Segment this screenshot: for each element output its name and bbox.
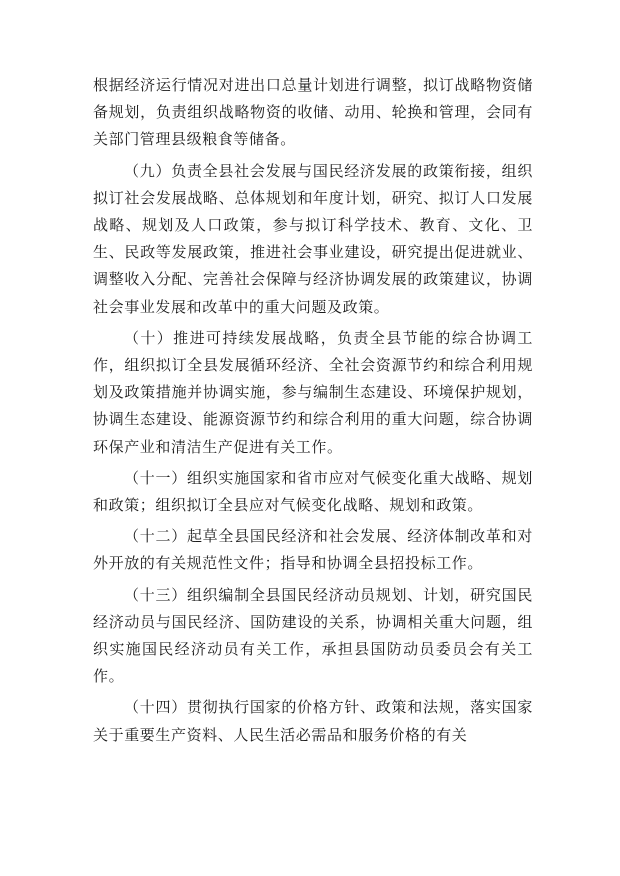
paragraph-item-13: （十三）组织编制全县国民经济动员规划、计划，研究国民经济动员与国民经济、国防建设的关系，协调相关重大问题，组织实施国民经济动员有关工作，承担县国防动员委员会有关工作。	[93, 585, 533, 686]
paragraph-item-10: （十）推进可持续发展战略，负责全县节能的综合协调工作，组织拟订全县发展循环经济、全社会资源节约和综合利用规划及政策措施并协调实施，参与编制生态建设、环境保护规划，协调生态建设、能源资源节约和综合利用的重大问题，综合协调环保产业和清洁生产促进有关工作。	[93, 328, 533, 456]
paragraph-item-14: （十四）贯彻执行国家的价格方针、政策和法规，落实国家关于重要生产资料、人民生活必需品和服务价格的有关	[93, 698, 533, 744]
document-body	[93, 72, 533, 753]
paragraph-continuation: 根据经济运行情况对进出口总量计划进行调整，拟订战略物资储备规划，负责组织战略物资的收储、动用、轮换和管理，会同有关部门管理县级粮食等储备。	[93, 76, 533, 149]
paragraph-item-11: （十一）组织实施国家和省市应对气候变化重大战略、规划和政策；组织拟订全县应对气候变化战略、规划和政策。	[93, 468, 533, 515]
paragraph-item-12: （十二）起草全县国民经济和社会发展、经济体制改革和对外开放的有关规范性文件；指导和协调全县招投标工作。	[93, 527, 533, 573]
paragraph-item-9: （九）负责全县社会发展与国民经济发展的政策衔接，组织拟订社会发展战略、总体规划和年度计划，研究、拟订人口发展战略、规划及人口政策，参与拟订科学技术、教育、文化、卫生、民政等发展政策，推进社会事业建设，研究提出促进就业、调整收入分配、完善社会保障与经济协调发展的政策建议，协调社会事业发展和改革中的重大问题及政策。	[93, 161, 533, 316]
